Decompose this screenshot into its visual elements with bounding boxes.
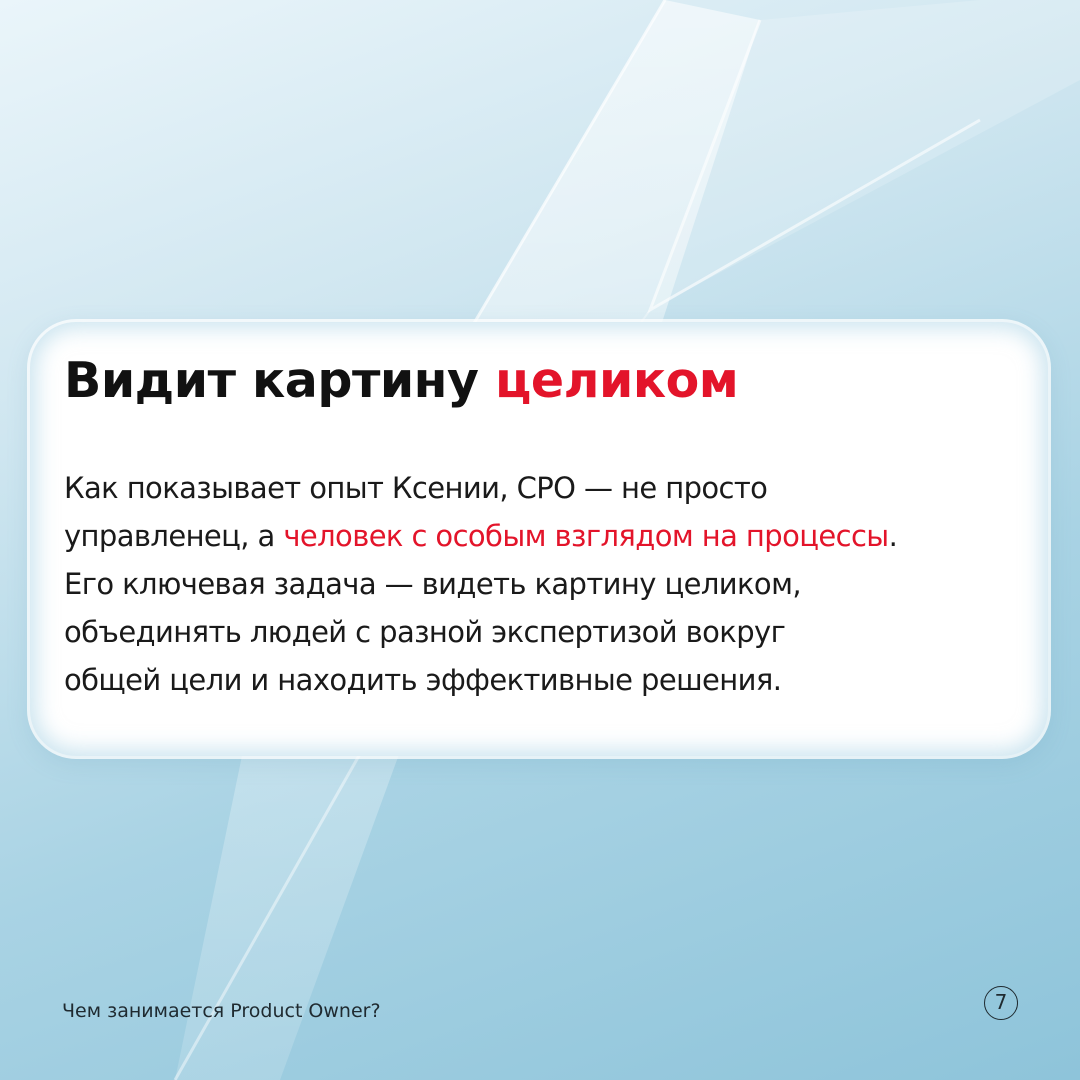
page-number-badge: 7 — [984, 986, 1018, 1020]
card-body — [64, 464, 1024, 704]
body-line-4: объединять людей с разной экспертизой вокруг — [64, 615, 786, 649]
body-line-5: общей цели и находить эффективные решения. — [64, 663, 782, 697]
content-card — [30, 322, 1048, 756]
body-line-2 — [64, 512, 1024, 560]
body-line-3: Его ключевая задача — видеть картину целиком, — [64, 567, 801, 601]
footer-series-title: Чем занимается Product Owner? — [62, 1000, 381, 1022]
card-title-accent: целиком — [495, 352, 739, 409]
body-line-2-end: . — [888, 519, 898, 553]
body-line-1: Как показывает опыт Ксении, CPO — не просто — [64, 471, 768, 505]
card-title-main: Видит картину — [64, 352, 496, 409]
body-highlight: человек с особым взглядом на процессы — [283, 519, 889, 553]
body-line-2-text: управленец, а — [64, 519, 284, 553]
card-title — [64, 352, 738, 409]
